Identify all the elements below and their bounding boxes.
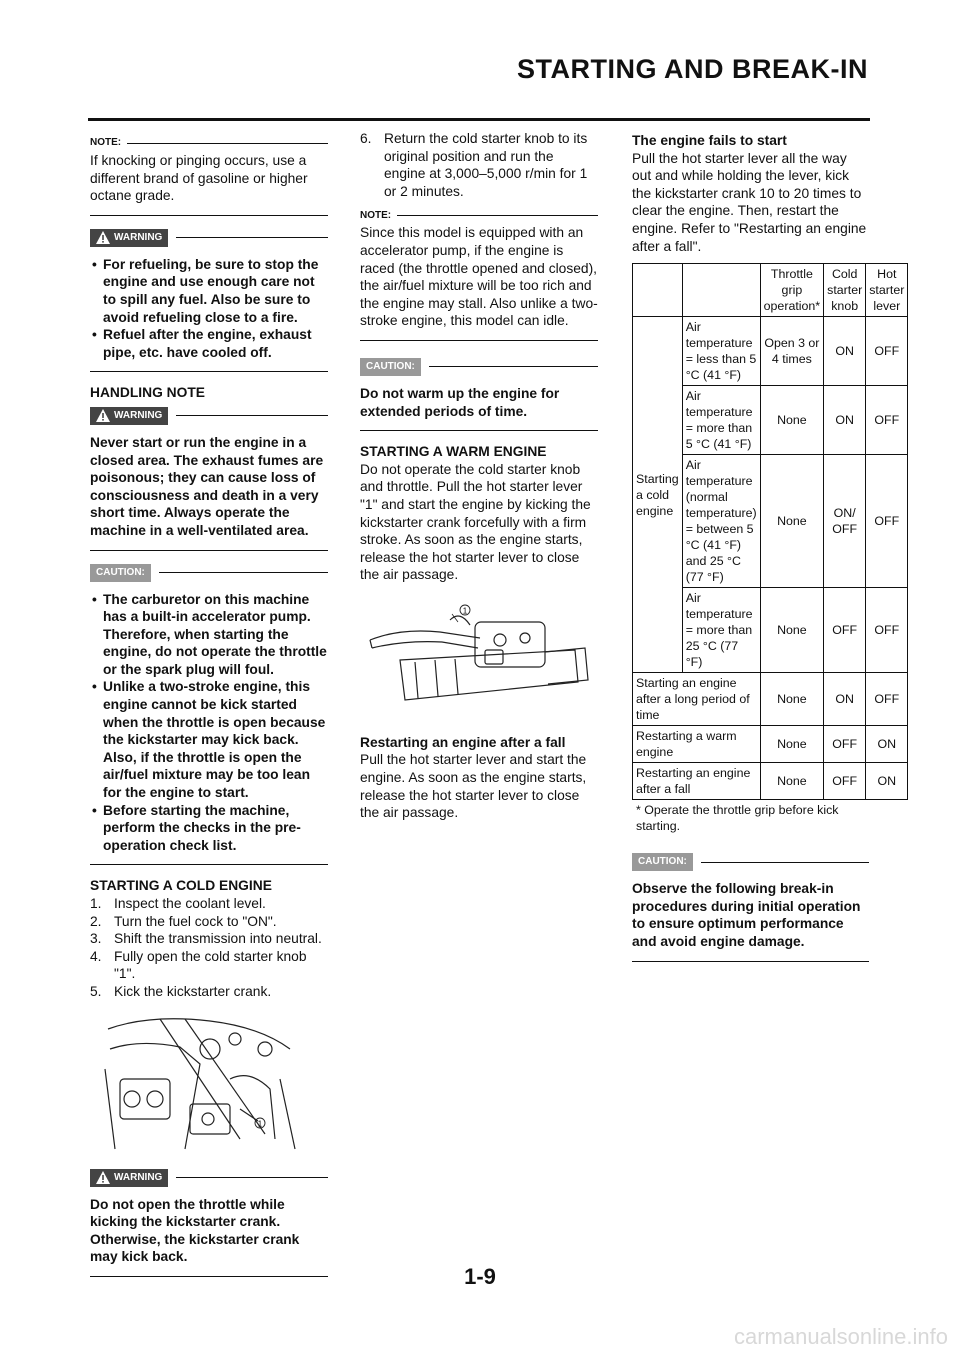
- note-label: NOTE:: [90, 137, 122, 149]
- warning-text: Never start or run the engine in a closed area. The exhaust fumes are poisonous; they can cause loss of consciousness and death in a very short time. Always operate the machine in a well-ventilated area.: [90, 434, 324, 538]
- starting-conditions-table: [632, 263, 908, 800]
- list-item: • The carburetor on this machine has a built-in accelerator pump. Therefore, when starting the engine, do not operate the throttle or the spark plug will foul.: [90, 591, 328, 679]
- table-row: Starting a cold engine Air temperature = less than 5 °C (41 °F) Open 3 or 4 times ON OFF: [633, 317, 908, 386]
- list-item: 6. Return the cold starter knob to its original position and run the engine at 3,000–5,000 r/min for 1 or 2 minutes.: [360, 131, 588, 199]
- section-heading: The engine fails to start: [632, 133, 787, 148]
- list-item: 1. Inspect the coolant level.: [90, 896, 266, 911]
- list-item: • Unlike a two-stroke engine, this engine cannot be kick started when the throttle is open because the kickstarter may kick back. Also, if the throttle is open the air/fuel mixture may be too lean for the engine to start.: [90, 678, 328, 801]
- warning-list: [90, 256, 328, 362]
- warning-text: Do not open the throttle while kicking the kickstarter crank. Otherwise, the kickstarter crank may kick back.: [90, 1196, 300, 1265]
- note-header: [360, 206, 598, 224]
- header-hot-starter: Hot starter lever: [866, 264, 908, 317]
- figure-callout: 1: [462, 606, 468, 616]
- table-row: Air temperature (normal temperature) = between 5 °C (41 °F) and 25 °C (77 °F) None ON/ OFF OFF: [633, 455, 908, 588]
- note-end-rule: [90, 215, 328, 216]
- warning-badge: WARNING: [90, 229, 168, 247]
- list-item: 5. Kick the kickstarter crank.: [90, 983, 272, 999]
- warning-triangle-icon: [96, 409, 110, 422]
- warning-badge: WARNING: [90, 1169, 168, 1187]
- page-number: 1-9: [464, 1264, 496, 1289]
- watermark: carmanualsonline.info: [733, 1324, 948, 1349]
- caution-badge: CAUTION:: [360, 358, 421, 376]
- note-header: [90, 134, 328, 152]
- body-text: Pull the hot starter lever and start the engine. As soon as the engine starts, release the hot starter lever to close the air passage.: [360, 752, 587, 821]
- header-throttle: Throttle grip operation*: [760, 264, 823, 317]
- table-footnote: * Operate the throttle grip before kick starting.: [636, 803, 839, 834]
- table-row: Starting an engine after a long period of time None ON OFF: [633, 673, 908, 726]
- column-middle: [360, 130, 598, 822]
- caution-header: [90, 563, 328, 583]
- table-row: Air temperature = more than 25 °C (77 °F) None OFF OFF: [633, 588, 908, 673]
- group-label: Starting a cold engine: [633, 317, 683, 673]
- page-title: STARTING AND BREAK-IN: [517, 54, 868, 84]
- header-cold-starter: Cold starter knob: [824, 264, 866, 317]
- table-row: Restarting a warm engine None OFF ON: [633, 726, 908, 763]
- hot-starter-lever-illustration: [360, 600, 598, 720]
- list-item: 4. Fully open the cold starter knob "1".: [90, 948, 307, 982]
- warning-header: [90, 228, 328, 248]
- column-right: [632, 130, 905, 974]
- caution-text: Observe the following break-in procedures during initial operation to ensure optimum performance and avoid engine damage.: [632, 881, 861, 949]
- list-item: 3. Shift the transmission into neutral.: [90, 931, 322, 947]
- note-text: Since this model is equipped with an accelerator pump, if the engine is raced (the throttle opened and closed), the air/fuel mixture will be too rich and the engine may stall. Also unlike a two-stroke engine, this model can idle.: [360, 225, 598, 329]
- body-text: Do not operate the cold starter knob and throttle. Pull the hot starter lever "1" and start the engine by kicking the kickstarter crank forcefully with a firm stroke. As soon as the engine starts, release the hot starter lever to close the air passage.: [360, 461, 591, 583]
- section-heading: STARTING A COLD ENGINE: [90, 878, 272, 894]
- note-label: NOTE:: [360, 209, 392, 221]
- title-rule: [88, 118, 870, 121]
- note-text: If knocking or pinging occurs, use a different brand of gasoline or higher octane grade.: [90, 153, 308, 204]
- section-heading: Restarting an engine after a fall: [360, 734, 566, 750]
- caution-header: [632, 852, 869, 872]
- table-row: Restarting an engine after a fall None OFF ON: [633, 763, 908, 800]
- table-header-row: [633, 264, 908, 317]
- warning-header: [90, 1168, 328, 1188]
- list-item: • For refueling, be sure to stop the engine and use enough care not to spill any fuel. Also be sure to avoid refueling close to a fire.: [90, 256, 328, 326]
- column-left: [90, 130, 328, 1289]
- list-item: • Before starting the machine, perform the checks in the pre-operation check list.: [90, 802, 328, 855]
- section-heading: STARTING A WARM ENGINE: [360, 444, 547, 460]
- caution-badge: CAUTION:: [632, 853, 693, 871]
- list-item: 2. Turn the fuel cock to "ON".: [90, 913, 277, 929]
- warning-header: [90, 406, 328, 426]
- caution-badge: CAUTION:: [90, 564, 151, 582]
- warning-triangle-icon: [96, 231, 110, 244]
- warning-triangle-icon: [96, 1171, 110, 1184]
- cold-starter-knob-illustration: [90, 1009, 328, 1154]
- section-heading: HANDLING NOTE: [90, 385, 205, 401]
- warning-badge: WARNING: [90, 407, 168, 425]
- steps-list: [90, 895, 328, 1001]
- list-item: • Refuel after the engine, exhaust pipe, etc. have cooled off.: [90, 326, 328, 361]
- body-text: Pull the hot starter lever all the way out and while holding the lever, kick the kickstarter crank 10 to 20 times to clear the engine. Then, restart the engine. Refer to "Restarting an engine after a fall".: [632, 150, 867, 254]
- figure-callout: 1: [257, 1119, 263, 1129]
- caution-text: Do not warm up the engine for extended periods of time.: [360, 385, 560, 419]
- table-row: Air temperature = more than 5 °C (41 °F) None ON OFF: [633, 386, 908, 455]
- steps-list: [360, 130, 598, 200]
- caution-list: [90, 591, 328, 855]
- caution-header: [360, 357, 598, 377]
